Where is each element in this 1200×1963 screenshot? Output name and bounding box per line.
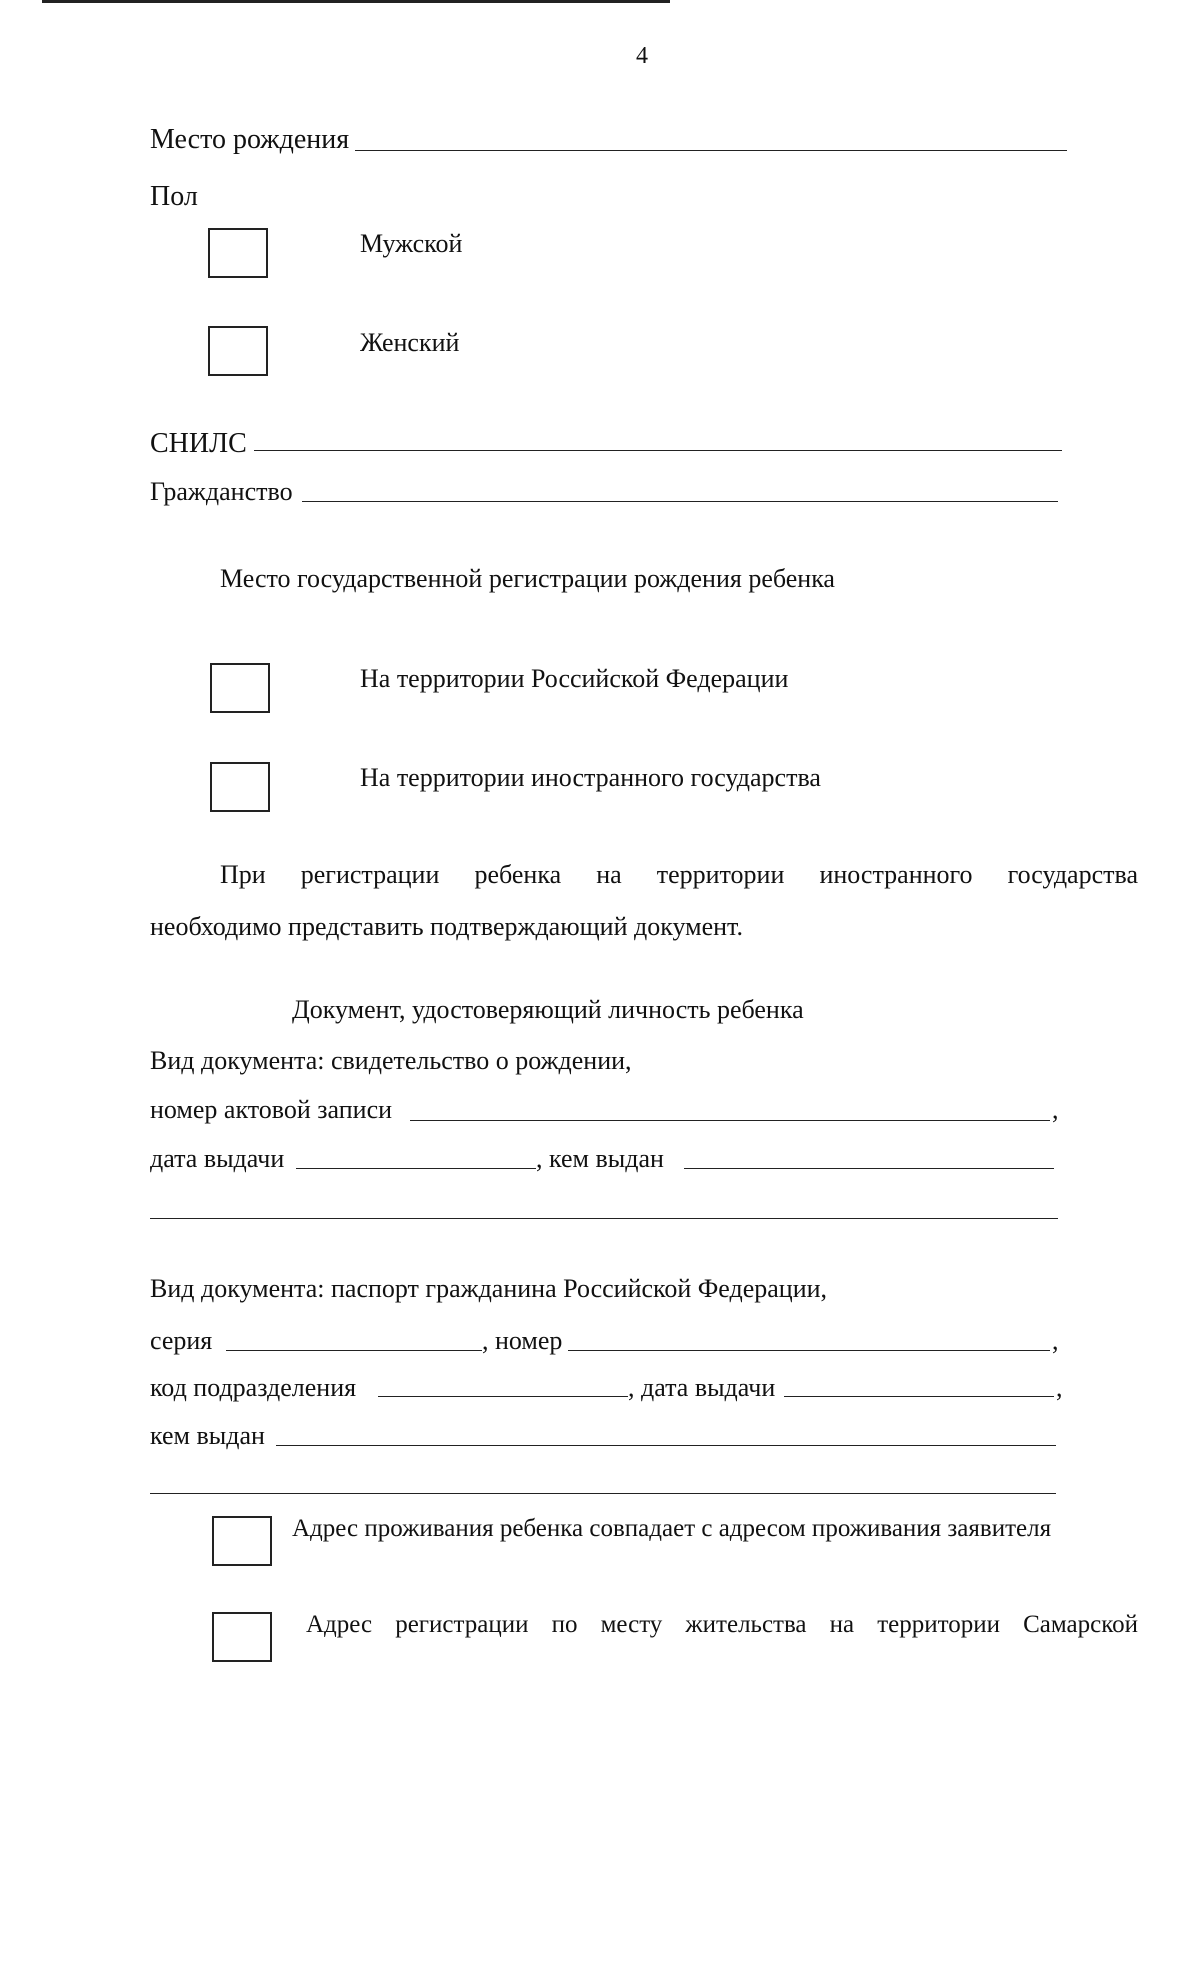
passport-issued-by-field-continued[interactable]: [150, 1493, 1056, 1494]
registration-note-line1: [220, 862, 1138, 888]
division-code-field[interactable]: [378, 1396, 628, 1397]
address-word: Адрес: [306, 1611, 373, 1638]
top-edge-rule: [42, 0, 670, 3]
page-number: 4: [636, 43, 648, 69]
series-field[interactable]: [226, 1350, 482, 1351]
registration-foreign-label: На территории иностранного государства: [360, 763, 821, 792]
note-word: ребенка: [474, 860, 562, 889]
identity-heading: Документ, удостоверяющий личность ребенка: [292, 995, 804, 1024]
passport-type: Вид документа: паспорт гражданина Российской Федерации,: [150, 1274, 828, 1303]
registration-rf-label: На территории Российской Федерации: [360, 664, 789, 693]
issued-by-field[interactable]: [684, 1168, 1054, 1169]
passport-issued-by-label: кем выдан: [150, 1421, 265, 1450]
registration-foreign-checkbox[interactable]: [210, 762, 270, 812]
division-comma: ,: [1056, 1373, 1063, 1402]
sex-male-label: Мужской: [360, 229, 463, 258]
division-code-label: код подразделения: [150, 1373, 357, 1402]
citizenship-label: Гражданство: [150, 477, 293, 506]
record-number-comma: ,: [1052, 1095, 1059, 1124]
address-same-checkbox[interactable]: [212, 1516, 272, 1566]
issued-by-field-continued[interactable]: [150, 1218, 1058, 1219]
address-word: регистрации: [395, 1611, 529, 1638]
issue-date-label: дата выдачи: [150, 1144, 285, 1173]
record-number-label: номер актовой записи: [150, 1095, 393, 1124]
passport-issue-date-field[interactable]: [784, 1396, 1054, 1397]
snils-label: СНИЛС: [150, 428, 247, 459]
note-word: регистрации: [300, 860, 440, 889]
issued-by-inline-label: , кем выдан: [536, 1144, 664, 1173]
address-word: на: [829, 1611, 855, 1638]
series-label: серия: [150, 1326, 213, 1355]
sex-female-checkbox[interactable]: [208, 326, 268, 376]
note-word: территории: [656, 860, 785, 889]
sex-male-checkbox[interactable]: [208, 228, 268, 278]
note-word: на: [596, 860, 622, 889]
address-word: Самарской: [1023, 1611, 1138, 1638]
address-registration-checkbox[interactable]: [212, 1612, 272, 1662]
address-word: месту: [600, 1611, 663, 1638]
note-word: При: [220, 860, 266, 889]
passport-issued-by-field[interactable]: [276, 1445, 1056, 1446]
birth-cert-type: Вид документа: свидетельство о рождении,: [150, 1046, 632, 1075]
record-number-field[interactable]: [410, 1120, 1050, 1121]
birth-place-label: Место рождения: [150, 124, 350, 155]
number-field[interactable]: [568, 1350, 1050, 1351]
number-label: , номер: [482, 1326, 563, 1355]
birth-place-field[interactable]: [355, 150, 1067, 151]
citizenship-field[interactable]: [302, 501, 1058, 502]
number-comma: ,: [1052, 1326, 1059, 1355]
registration-rf-checkbox[interactable]: [210, 663, 270, 713]
note-word: иностранного: [819, 860, 973, 889]
address-registration-label: [306, 1612, 1138, 1637]
registration-note-line2: необходимо представить подтверждающий документ.: [150, 912, 743, 941]
address-word: жительства: [685, 1611, 807, 1638]
registration-heading: Место государственной регистрации рождения ребенка: [220, 564, 835, 593]
note-word: государства: [1007, 860, 1138, 889]
address-same-label: Адрес проживания ребенка совпадает с адресом проживания заявителя: [292, 1515, 1052, 1542]
address-word: территории: [877, 1611, 1000, 1638]
snils-field[interactable]: [254, 450, 1062, 451]
sex-female-label: Женский: [360, 328, 460, 357]
passport-issue-date-label: , дата выдачи: [628, 1373, 776, 1402]
sex-label: Пол: [150, 181, 198, 212]
address-word: по: [551, 1611, 578, 1638]
issue-date-field[interactable]: [296, 1168, 536, 1169]
